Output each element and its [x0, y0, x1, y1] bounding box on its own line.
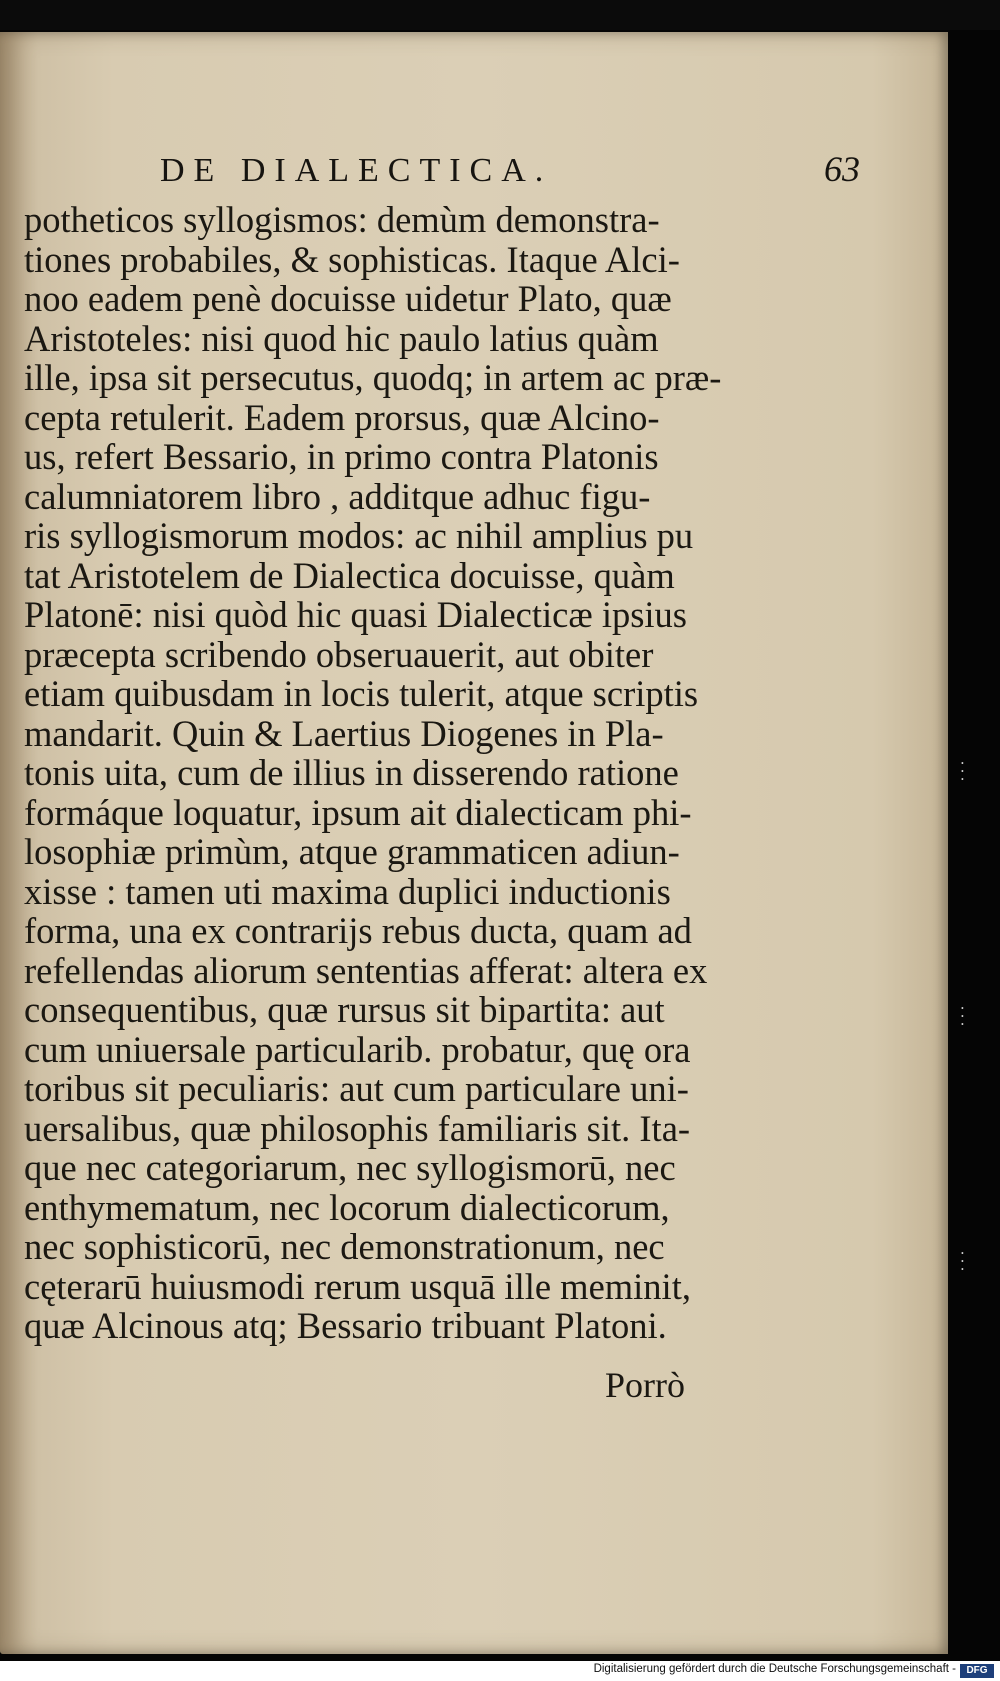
text-line: mandarit. Quin & Laertius Diogenes in Pla-	[24, 712, 664, 754]
running-head	[160, 149, 860, 192]
text-line: cepta retulerit. Eadem prorsus, quæ Alcino-	[24, 396, 660, 438]
text-line: losophiæ primùm, atque grammaticen adiun-	[24, 831, 680, 872]
text-line: toribus sit peculiaris: aut cum particulare uni-	[24, 1068, 689, 1109]
text-line: tat Aristotelem de Dialectica docuisse, quàm	[24, 554, 675, 596]
text-line: Platonē: nisi quòd hic quasi Dialecticæ ipsius	[24, 594, 688, 635]
catchword: Porrò	[605, 1365, 685, 1405]
text-line: noo eadem penè docuisse uidetur Plato, quæ	[24, 278, 672, 319]
text-line: cum uniuersale particularib. probatur, quę ora	[24, 1028, 691, 1070]
dfg-logo: DFG	[960, 1664, 994, 1678]
text-line: tonis uita, cum de illius in disserendo ratione	[24, 752, 679, 793]
running-title: DE DIALECTICA.	[160, 152, 553, 189]
body-text	[24, 200, 724, 1346]
text-line: ris syllogismorum modos: ac nihil amplius pu	[24, 515, 694, 556]
page-edge-marks: • • • • • • • • •	[961, 759, 974, 1274]
text-line: us, refert Bessario, in primo contra Platonis	[24, 436, 659, 477]
text-line: calumniatorem libro , additque adhuc figu-	[24, 475, 651, 517]
funding-credit: Digitalisierung gefördert durch die Deutsche Forschungsgemeinschaft -	[593, 1663, 956, 1675]
text-line: enthymematum, nec locorum dialecticorum,	[24, 1186, 670, 1228]
digitization-footer	[0, 1661, 1000, 1681]
text-line: etiam quibusdam in locis tulerit, atque scriptis	[24, 673, 699, 714]
text-line: forma, una ex contrarijs rebus ducta, quam ad	[24, 910, 692, 951]
scan-top-strip	[0, 0, 1000, 30]
text-line: ille, ipsa sit persecutus, quodq; in artem ac præ-	[24, 357, 722, 398]
text-line: xisse : tamen uti maxima duplici inductionis	[24, 870, 671, 912]
text-line: consequentibus, quæ rursus sit bipartita: aut	[24, 989, 665, 1030]
text-line: quæ Alcinous atq; Bessario tribuant Platoni.	[24, 1305, 667, 1346]
text-line: que nec categoriarum, nec syllogismorū, nec	[24, 1147, 676, 1188]
book-page	[0, 32, 948, 1654]
text-line: tiones probabiles, & sophisticas. Itaque Alci-	[24, 238, 680, 280]
text-line: cęterarū huiusmodi rerum usquā ille meminit,	[24, 1265, 691, 1307]
text-line: nec sophisticorū, nec demonstrationum, nec	[24, 1226, 665, 1267]
text-line: formáque loquatur, ipsum ait dialecticam phi-	[24, 791, 692, 833]
text-line: potheticos syllogismos: demùm demonstra-	[24, 199, 660, 240]
text-line: uersalibus, quæ philosophis familiaris sit. Ita-	[24, 1107, 691, 1149]
page-number: 63	[824, 149, 860, 189]
text-line: refellendas aliorum sententias afferat: altera ex	[24, 949, 708, 991]
text-line: præcepta scribendo obseruauerit, aut obiter	[24, 633, 654, 675]
text-line: Aristoteles: nisi quod hic paulo latius quàm	[24, 317, 659, 359]
